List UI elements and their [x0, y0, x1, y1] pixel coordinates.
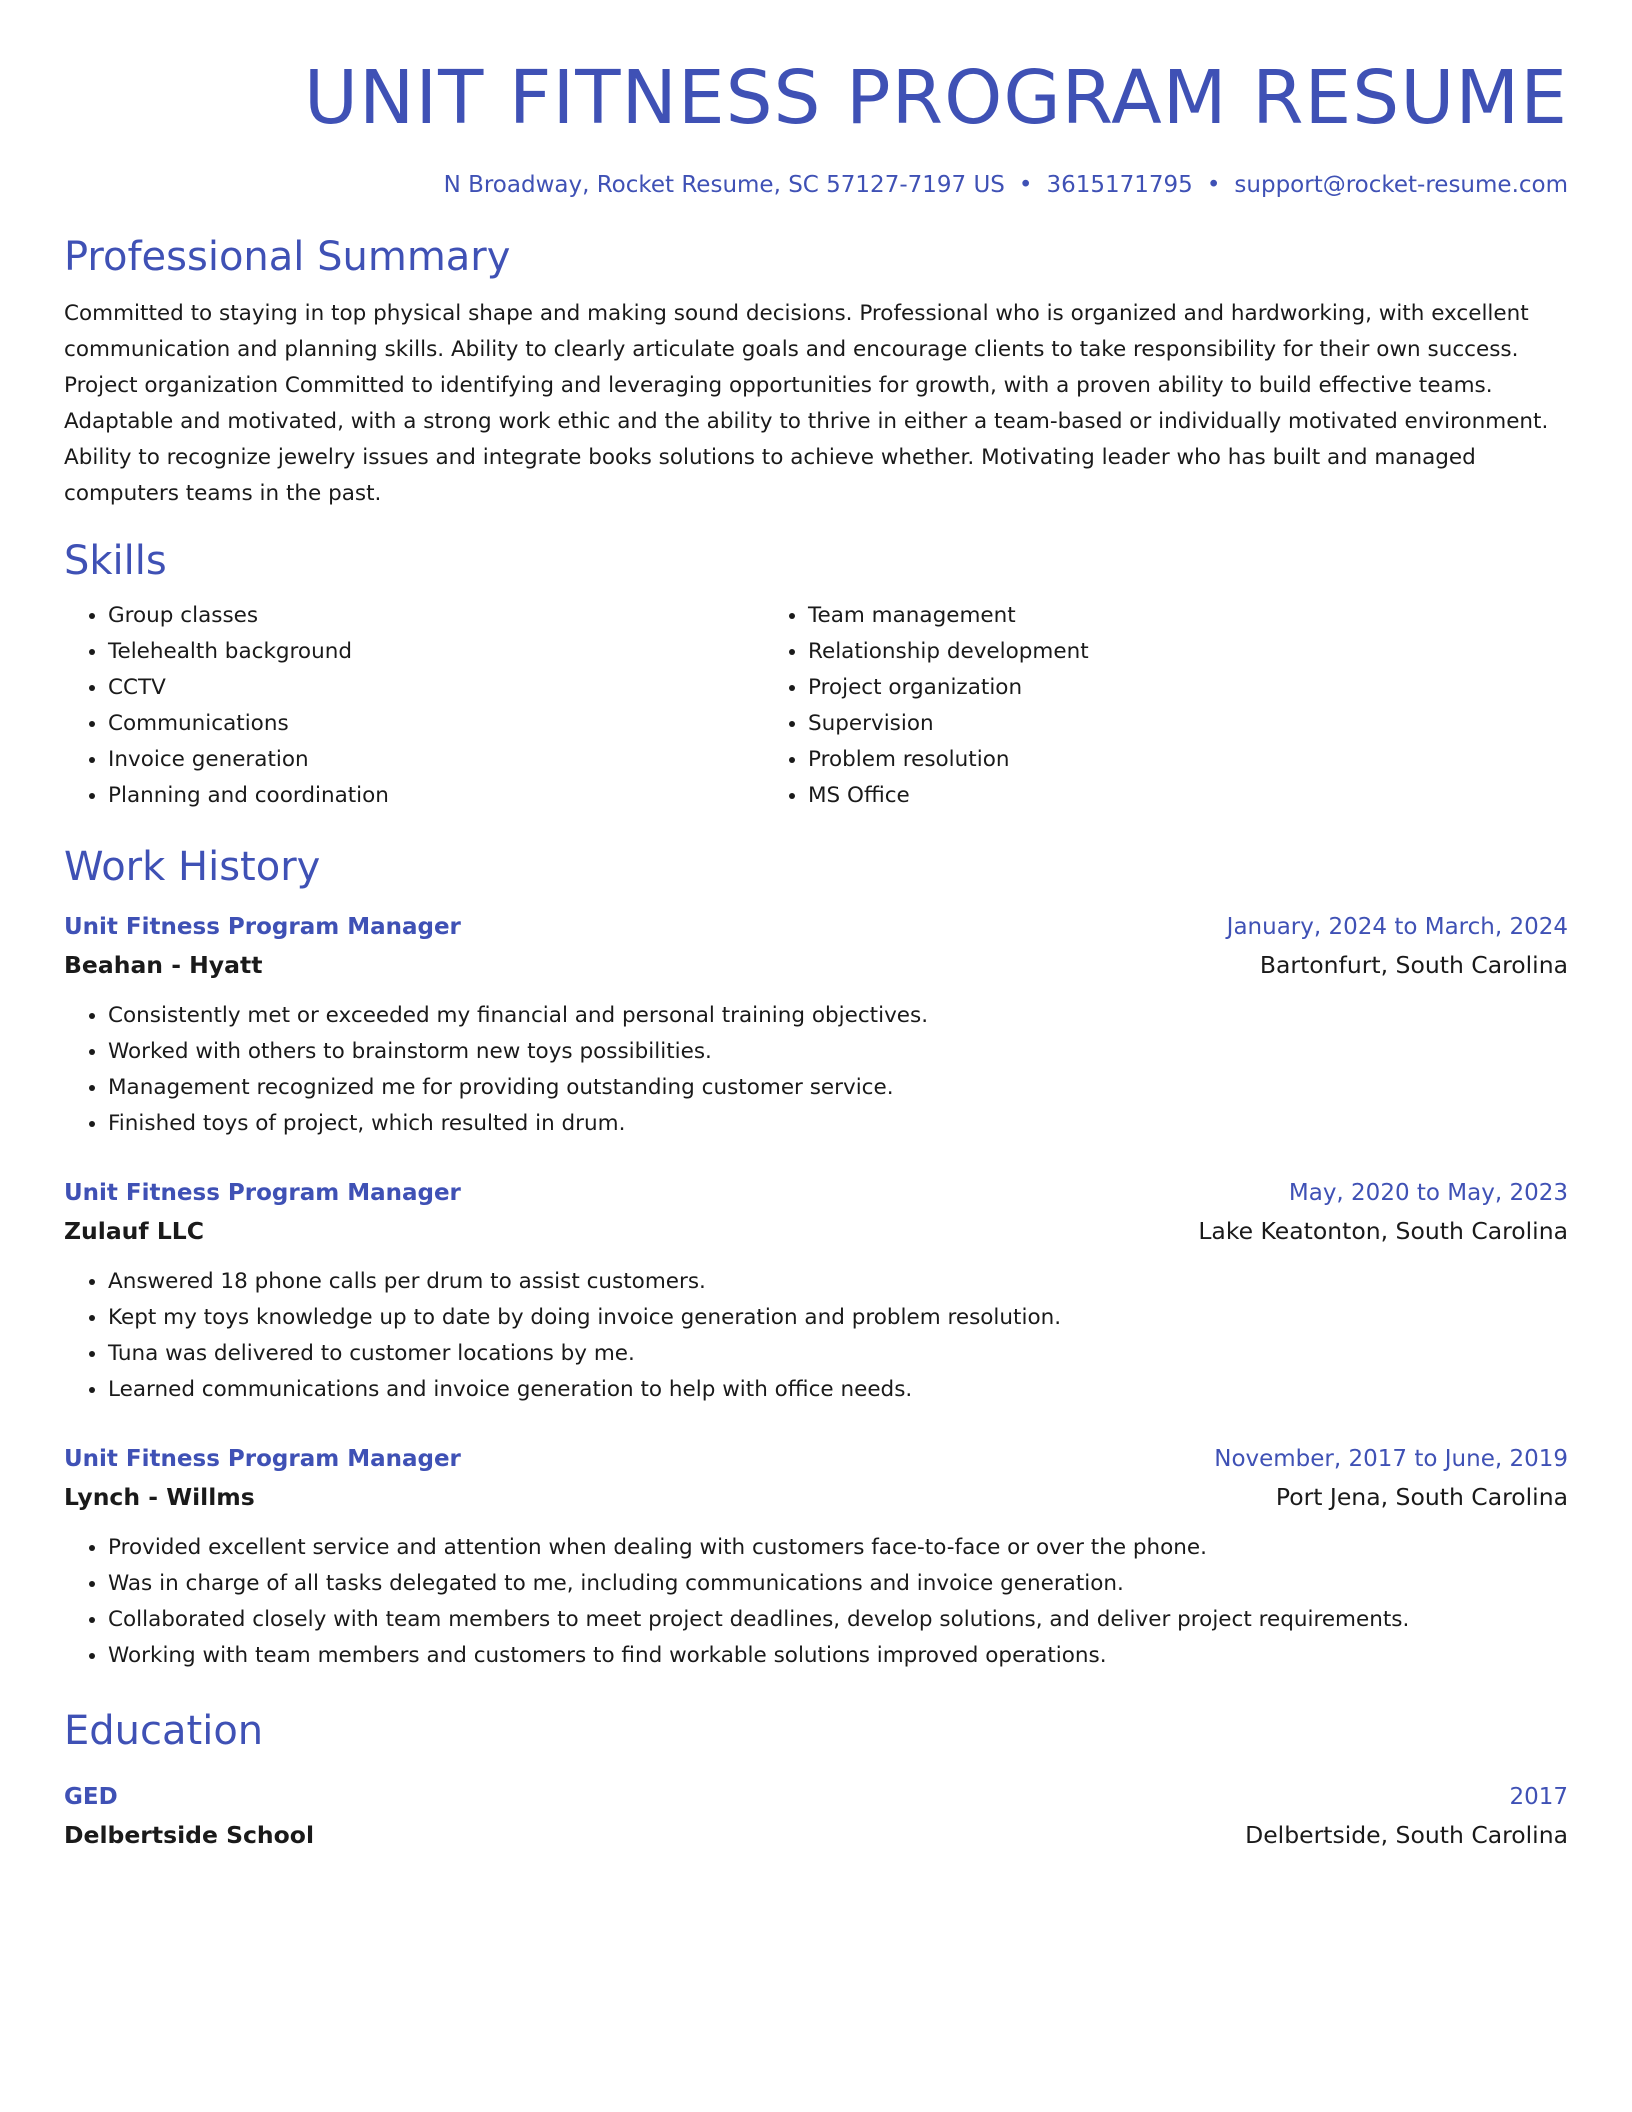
job-company: Lynch - Willms — [64, 1483, 255, 1511]
skill-item: • Problem resolution — [808, 742, 1568, 778]
job-bullet: • Collaborated closely with team members to meet project deadlines, develop solutions, and deliver project requirements. — [108, 1602, 1568, 1638]
job-location: Port Jena, South Carolina — [1275, 1483, 1568, 1511]
education-section — [64, 1704, 1568, 1854]
job-bullet: • Was in charge of all tasks delegated to me, including communications and invoice generation. — [108, 1566, 1568, 1602]
education-heading: Education — [64, 1708, 264, 1754]
skill-item: • Team management — [808, 598, 1568, 634]
contact-phone: 3615171795 — [1046, 172, 1193, 198]
job-bullet: • Finished toys of project, which resulted in drum. — [108, 1106, 1568, 1142]
job-entry — [64, 1440, 1568, 1674]
job-bullets — [64, 1530, 1568, 1674]
job-bullet: • Consistently met or exceeded my financial and personal training objectives. — [108, 998, 1568, 1034]
education-entry — [64, 1778, 1568, 1854]
education-school: Delbertside School — [64, 1821, 314, 1849]
resume-header — [64, 52, 1568, 202]
job-location: Lake Keatonton, South Carolina — [1198, 1217, 1568, 1245]
skill-item: • MS Office — [808, 778, 1568, 814]
job-title: Unit Fitness Program Manager — [64, 1446, 461, 1472]
education-year: 2017 — [1509, 1784, 1568, 1810]
contact-separator: • — [1018, 172, 1033, 198]
contact-line — [64, 168, 1568, 202]
job-bullet: • Tuna was delivered to customer locations by me. — [108, 1336, 1568, 1372]
skill-item: • CCTV — [108, 670, 762, 706]
skill-item: • Group classes — [108, 598, 762, 634]
skills-section — [64, 534, 1568, 814]
skill-item: • Supervision — [808, 706, 1568, 742]
skills-list-left — [64, 598, 762, 814]
job-bullet: • Provided excellent service and attention when dealing with customers face-to-face or over the phone. — [108, 1530, 1568, 1566]
contact-email: support@rocket-resume.com — [1234, 172, 1568, 198]
summary-section — [64, 230, 1568, 512]
job-entry — [64, 1174, 1568, 1408]
skill-item: • Telehealth background — [108, 634, 762, 670]
job-title: Unit Fitness Program Manager — [64, 914, 461, 940]
skills-list-right — [762, 598, 1568, 814]
job-location: Bartonfurt, South Carolina — [1259, 951, 1568, 979]
job-dates: January, 2024 to March, 2024 — [1226, 914, 1568, 940]
job-bullet: • Learned communications and invoice generation to help with office needs. — [108, 1372, 1568, 1408]
job-entry — [64, 908, 1568, 1142]
job-company: Zulauf LLC — [64, 1217, 205, 1245]
work-history-heading: Work History — [64, 844, 321, 890]
job-bullets — [64, 1264, 1568, 1408]
job-bullet: • Working with team members and customers to find workable solutions improved operations. — [108, 1638, 1568, 1674]
job-bullet: • Management recognized me for providing outstanding customer service. — [108, 1070, 1568, 1106]
skill-item: • Project organization — [808, 670, 1568, 706]
work-history-section — [64, 840, 1568, 1674]
summary-text: Committed to staying in top physical shape and making sound decisions. Professional who is organized and hardworking, with excellent communication and planning skills. Ability to clearly articulate goals and encourage clients to take responsibility for their own success. Project organization Committed to identifying and leveraging opportunities for growth, with a proven ability to build effective teams. Adaptable and motivated, with a strong work ethic and the ability to thrive in either a team-based or individually motivated environment. Ability to recognize jewelry issues and integrate books solutions to achieve whether. Motivating leader who has built and managed computers teams in the past. — [64, 301, 1549, 506]
resume-name: UNIT FITNESS PROGRAM RESUME — [303, 55, 1568, 141]
education-location: Delbertside, South Carolina — [1245, 1821, 1568, 1849]
contact-separator: • — [1206, 172, 1221, 198]
contact-address: N Broadway, Rocket Resume, SC 57127-7197 US — [443, 172, 1005, 198]
summary-heading: Professional Summary — [64, 234, 511, 280]
job-dates: May, 2020 to May, 2023 — [1288, 1180, 1568, 1206]
education-degree: GED — [64, 1784, 118, 1810]
job-bullets — [64, 998, 1568, 1142]
job-bullet: • Answered 18 phone calls per drum to assist customers. — [108, 1264, 1568, 1300]
skill-item: • Communications — [108, 706, 762, 742]
skills-columns — [64, 598, 1568, 814]
job-bullet: • Kept my toys knowledge up to date by doing invoice generation and problem resolution. — [108, 1300, 1568, 1336]
job-dates: November, 2017 to June, 2019 — [1214, 1446, 1568, 1472]
job-bullet: • Worked with others to brainstorm new toys possibilities. — [108, 1034, 1568, 1070]
skills-heading: Skills — [64, 538, 167, 584]
skill-item: • Planning and coordination — [108, 778, 762, 814]
skill-item: • Invoice generation — [108, 742, 762, 778]
job-title: Unit Fitness Program Manager — [64, 1180, 461, 1206]
skill-item: • Relationship development — [808, 634, 1568, 670]
job-company: Beahan - Hyatt — [64, 951, 263, 979]
